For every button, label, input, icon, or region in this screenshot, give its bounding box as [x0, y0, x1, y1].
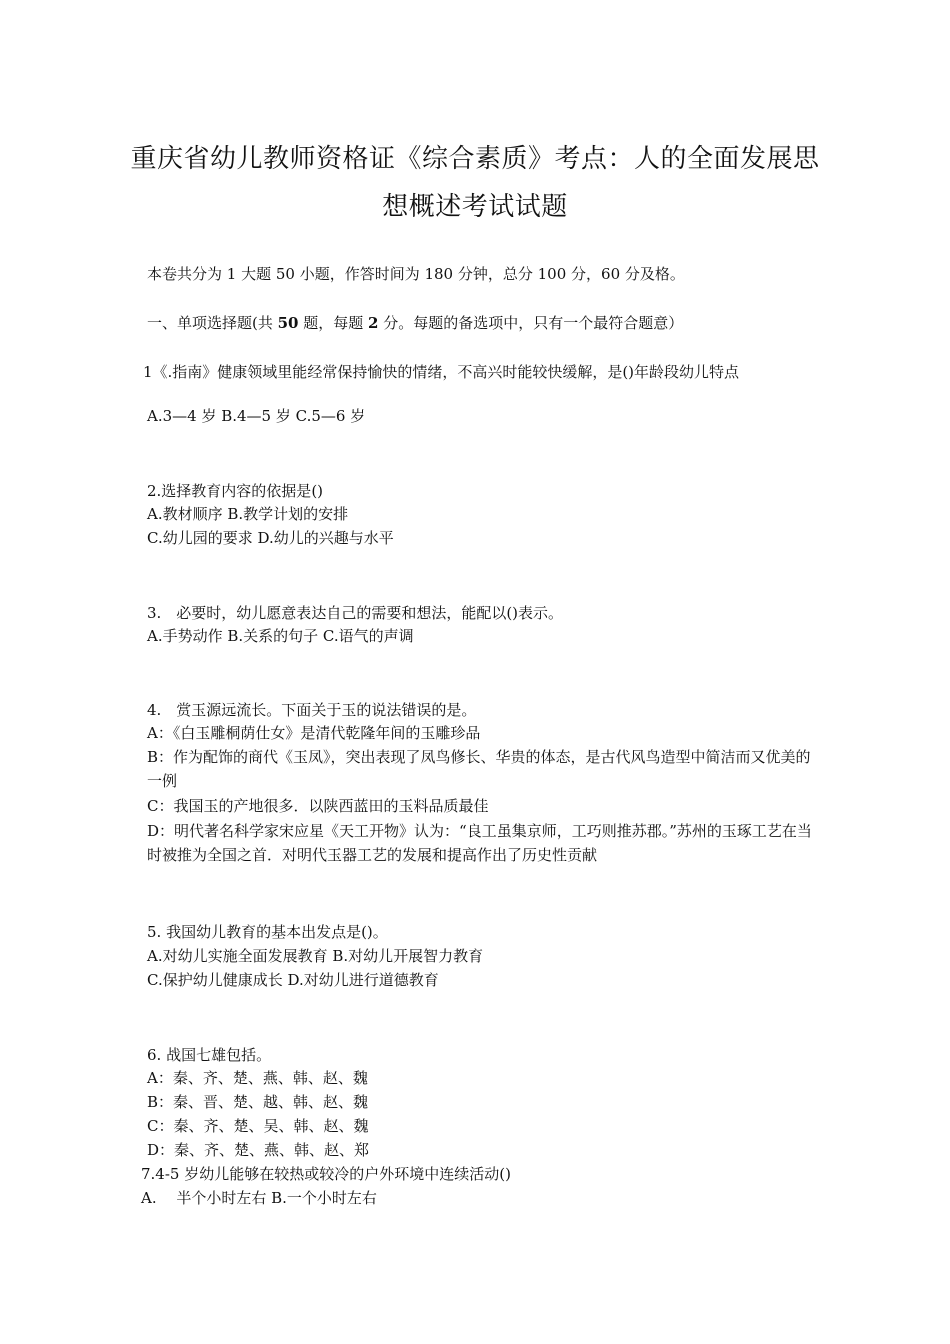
section-heading	[147, 313, 683, 333]
question-4-option-c: C：我国玉的产地很多．以陕西蓝田的玉料品质最佳	[147, 797, 489, 815]
section-count: 50	[277, 314, 299, 332]
question-6-option-c: C：秦、齐、楚、吴、韩、赵、魏	[147, 1117, 369, 1135]
question-6-stem: 6. 战国七雄包括。	[147, 1046, 272, 1064]
question-5-options-line-2: C.保护幼儿健康成长 D.对幼儿进行道德教育	[147, 971, 439, 989]
section-points: 2	[368, 314, 379, 332]
section-prefix: 一、单项选择题(共	[147, 314, 278, 332]
question-2-options-line-2: C.幼儿园的要求 D.幼儿的兴趣与水平	[147, 529, 394, 547]
question-6-option-a: A：秦、齐、楚、燕、韩、赵、魏	[147, 1069, 368, 1087]
question-4-option-d: D：明代著名科学家宋应星《天工开物》认为：“良工虽集京师，工巧则推苏郡。”苏州的玉琢工艺在当时被推为全国之首．对明代玉器工艺的发展和提高作出了历史性贡献	[147, 822, 812, 864]
question-7-options: A. 半个小时左右 B.一个小时左右	[141, 1189, 377, 1207]
section-middle: 题，每题	[298, 314, 369, 332]
question-6-option-d: D：秦、齐、楚、燕、韩、赵、郑	[147, 1141, 370, 1159]
question-7-stem: 7.4-5 岁幼儿能够在较热或较冷的户外环境中连续活动()	[141, 1165, 511, 1183]
question-5-stem: 5. 我国幼儿教育的基本出发点是()。	[147, 923, 388, 941]
document-title-line-1: 重庆省幼儿教师资格证《综合素质》考点：人的全面发展思	[130, 144, 820, 174]
question-1-stem: 1《.指南》健康领域里能经常保持愉快的情绪，不高兴时能较快缓解，是()年龄段幼儿特点	[143, 363, 740, 381]
question-4-stem: 4. 赏玉源远流长。下面关于玉的说法错误的是。	[147, 701, 477, 719]
question-3-options: A.手势动作 B.关系的句子 C.语气的声调	[147, 627, 414, 645]
question-3-stem: 3. 必要时，幼儿愿意表达自己的需要和想法，能配以()表示。	[147, 604, 564, 622]
question-1-options: A.3—4 岁 B.4—5 岁 C.5—6 岁	[147, 407, 366, 425]
question-2-options-line-1: A.教材顺序 B.教学计划的安排	[147, 505, 349, 523]
question-4-option-a: A：《白玉雕桐荫仕女》是清代乾隆年间的玉雕珍品	[147, 724, 481, 742]
exam-intro: 本卷共分为 1 大题 50 小题，作答时间为 180 分钟，总分 100 分，60 分及格。	[147, 265, 685, 283]
question-6-option-b: B：秦、晋、楚、越、韩、赵、魏	[147, 1093, 369, 1111]
question-2-stem: 2.选择教育内容的依据是()	[147, 482, 324, 500]
question-4-option-b: B：作为配饰的商代《玉凤》，突出表现了凤鸟修长、华贵的体态，是古代风鸟造型中简洁而又优美的一例	[147, 748, 811, 790]
document-title-line-2: 想概述考试试题	[382, 192, 568, 222]
question-5-options-line-1: A.对幼儿实施全面发展教育 B.对幼儿开展智力教育	[147, 947, 484, 965]
section-suffix: 分。每题的备选项中，只有一个最符合题意）	[378, 314, 684, 332]
